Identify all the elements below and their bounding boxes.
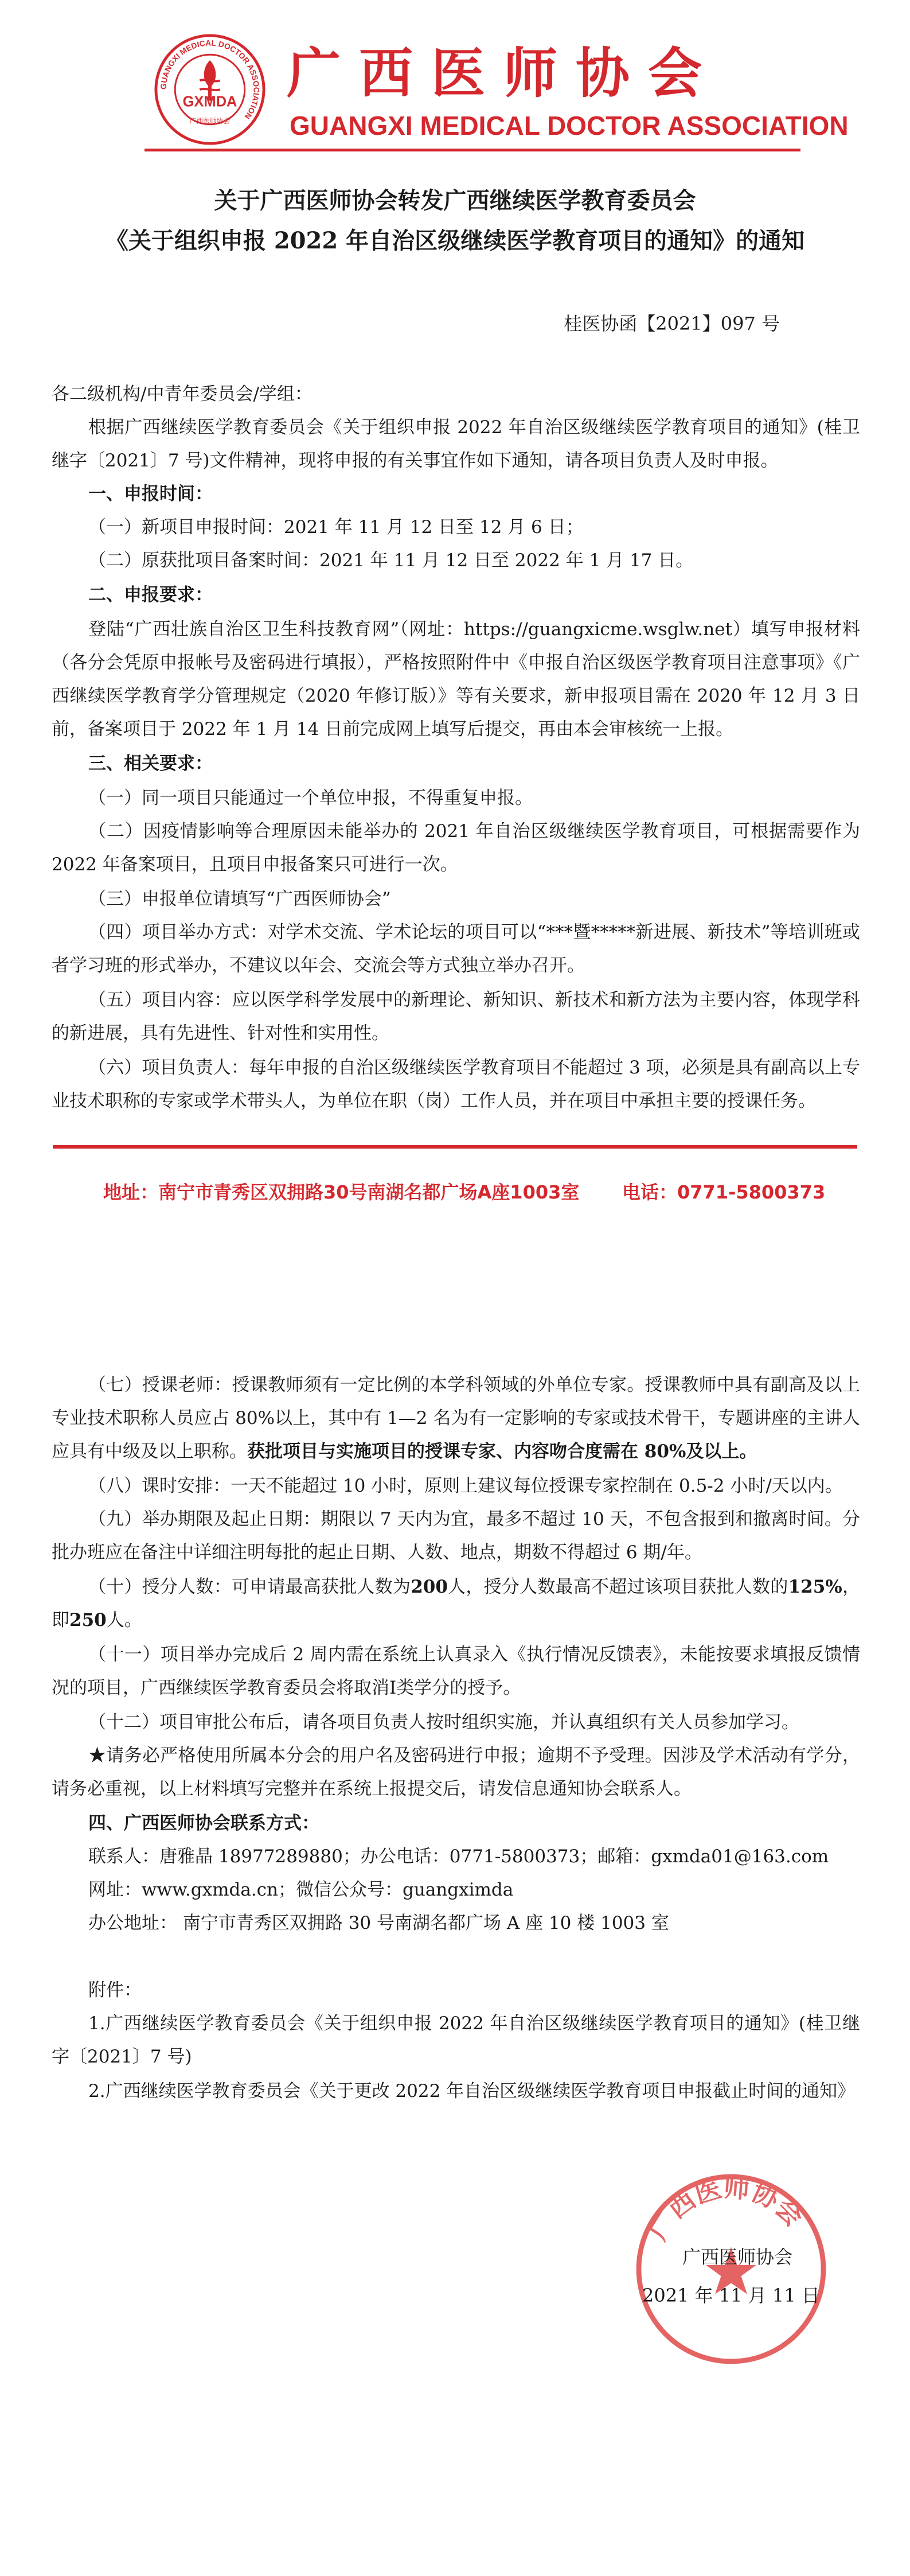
section3-item: （一）同一项目只能通过一个单位申报，不得重复申报。 <box>88 788 533 808</box>
item10-text: （十）授分人数：可申请最高获批人数为 <box>88 1577 411 1597</box>
contact-address: 办公地址： 南宁市青秀区双拥路 30 号南湖名都广场 A 座 10 楼 1003 室 <box>88 1913 669 1933</box>
section4-heading: 四、广西医师协会联系方式： <box>88 1813 319 1834</box>
item7-text: （七）授课老师：授课教师须有一定比例的本学科领域的外单位专家。授课教师中具有副高及以上专业技术职称人员应占 80%以上，其中有 1—2 名为有一定影响的专家或技术骨干，专题讲座的主讲人应具有中级及以上职称。 <box>52 1375 860 1462</box>
item10-text: 人。 <box>106 1610 142 1631</box>
item10-value: 250 <box>69 1610 107 1631</box>
logo-bottom-text: 广西医师协会 <box>189 116 231 125</box>
section1-heading: 一、申报时间： <box>88 484 213 504</box>
reference-number: 桂医协函【2021】097 号 <box>564 313 780 334</box>
seal-text: 广西医师协会 <box>642 2172 809 2246</box>
section3-item: （五）项目内容：应以医学科学发展中的新理论、新知识、新技术和新方法为主要内容，体现学科的新进展，具有先进性、针对性和实用性。 <box>52 990 860 1044</box>
section3-item-7 <box>52 1368 860 1468</box>
section3-item-12: （十二）项目审批公布后，请各项目负责人按时组织实施，并认真组织有关人员参加学习。 <box>88 1712 799 1733</box>
footer-phone: 电话：0771-5800373 <box>622 1181 826 1203</box>
item10-value: 200 <box>411 1577 448 1597</box>
association-logo <box>154 33 266 146</box>
contact-website: 网址：www.gxmda.cn；微信公众号：guangximda <box>88 1880 514 1900</box>
section3-item: （二）因疫情影响等合理原因未能举办的 2021 年自治区级继续医学教育项目，可根据需要作为 2022 年备案项目，且项目申报备案只可进行一次。 <box>52 821 860 875</box>
section3-item-11: （十一）项目举办完成后 2 周内需在系统上认真录入《执行情况反馈表》，未能按要求填报反馈情况的项目，广西继续医学教育委员会将取消Ⅰ类学分的授予。 <box>52 1644 860 1698</box>
section3-item: （六）项目负责人：每年申报的自治区级继续医学教育项目不能超过 3 项，必须是具有副高以上专业技术职称的专家或学术带头人，为单位在职（岗）工作人员，并在项目中承担主要的授课任务。 <box>52 1057 860 1111</box>
org-name: 广西医师协会 <box>287 42 721 105</box>
intro-paragraph: 根据广西继续医学教育委员会《关于组织申报 2022 年自治区级继续医学教育项目的通知》(桂卫继字〔2021〕7 号)文件精神，现将申报的有关事宜作如下通知，请各项目负责人及时申报。 <box>52 417 860 471</box>
footer-address: 地址：南宁市青秀区双拥路30号南湖名都广场A座1003室 <box>103 1181 580 1203</box>
logo-ring-text: GUANGXI MEDICAL DOCTOR ASSOCIATION <box>159 38 261 121</box>
important-notice: ★请务必严格使用所属本分会的用户名及密码进行申报；逾期不予受理。因涉及学术活动有学分，请务必重视，以上材料填写完整并在系统上报提交后，请发信息通知协会联系人。 <box>52 1745 860 1799</box>
section3-item: （三）申报单位请填写“广西医师协会” <box>88 889 391 909</box>
signature-org: 广西医师协会 <box>682 2246 793 2268</box>
section1-item: （二）原获批项目备案时间：2021 年 11 月 12 日至 2022 年 1 月 17 日。 <box>88 550 694 571</box>
section2-heading: 二、申报要求： <box>88 585 213 605</box>
document-title-line2: 《关于组织申报 2022 年自治区级继续医学教育项目的通知》的通知 <box>105 227 805 254</box>
item10-text: 人，授分人数最高不超过该项目获批人数的 <box>447 1577 788 1597</box>
signature-date: 2021 年 11 月 11 日 <box>642 2285 820 2306</box>
attachments-label: 附件： <box>88 1980 142 2001</box>
official-seal <box>631 2169 831 2369</box>
section3-item-9: （九）举办期限及起止日期：期限以 7 天内为宜，最多不超过 10 天，不包含报到和撤离时间。分批办班应在备注中详细注明每批的起止日期、人数、地点，期数不得超过 6 期/年。 <box>52 1509 860 1563</box>
document-title-line1: 关于广西医师协会转发广西继续医学教育委员会 <box>214 187 696 214</box>
svg-text:广西医师协会 <box>642 2172 809 2246</box>
attachment-item: 1.广西继续医学教育委员会《关于组织申报 2022 年自治区级继续医学教育项目的通知》(桂卫继字〔2021〕7 号) <box>52 2013 860 2067</box>
item10-value: 125% <box>788 1577 842 1597</box>
contact-person: 联系人：唐雅晶 18977289880；办公电话：0771-5800373；邮箱：gxmda01@163.com <box>88 1846 829 1867</box>
item10-text: ，即 <box>52 1577 860 1631</box>
section1-item: （一）新项目申报时间：2021 年 11 月 12 日至 12 月 6 日； <box>88 517 584 538</box>
salutation: 各二级机构/中青年委员会/学组： <box>52 384 313 404</box>
attachment-item: 2.广西继续医学教育委员会《关于更改 2022 年自治区级继续医学教育项目申报截止时间的通知》 <box>88 2081 856 2102</box>
logo-abbrev: GXMDA <box>182 94 237 110</box>
section3-item: （四）项目举办方式：对学术交流、学术论坛的项目可以“***暨*****新进展、新技术”等培训班或者学习班的形式举办，不建议以年会、交流会等方式独立举办召开。 <box>52 922 860 976</box>
section3-item-10 <box>52 1570 860 1637</box>
section2-body: 登陆“广西壮族自治区卫生科技教育网”（网址：https://guangxicme.wsglw.net）填写申报材料（各分会凭原申报帐号及密码进行填报），严格按照附件中《申报自治区级医学教育项目注意事项》《广西继续医学教育学分管理规定（2020 年修订版）》等有关要求，新申报项目需在 2020 年 12 月 3 日前，备案项目于 2022 年 1 月 14 日前完成网上填写后提交，再由本会审核统一上报。 <box>52 619 860 740</box>
footer-divider <box>53 1145 857 1149</box>
org-name-en: GUANGXI MEDICAL DOCTOR ASSOCIATION <box>290 111 849 141</box>
section3-item-8: （八）课时安排：一天不能超过 10 小时，原则上建议每位授课专家控制在 0.5-2 小时/天以内。 <box>88 1476 843 1496</box>
header-divider <box>144 149 800 151</box>
item7-emphasis: 获批项目与实施项目的授课专家、内容吻合度需在 80%及以上。 <box>247 1441 757 1462</box>
section3-heading: 三、相关要求： <box>88 753 213 774</box>
